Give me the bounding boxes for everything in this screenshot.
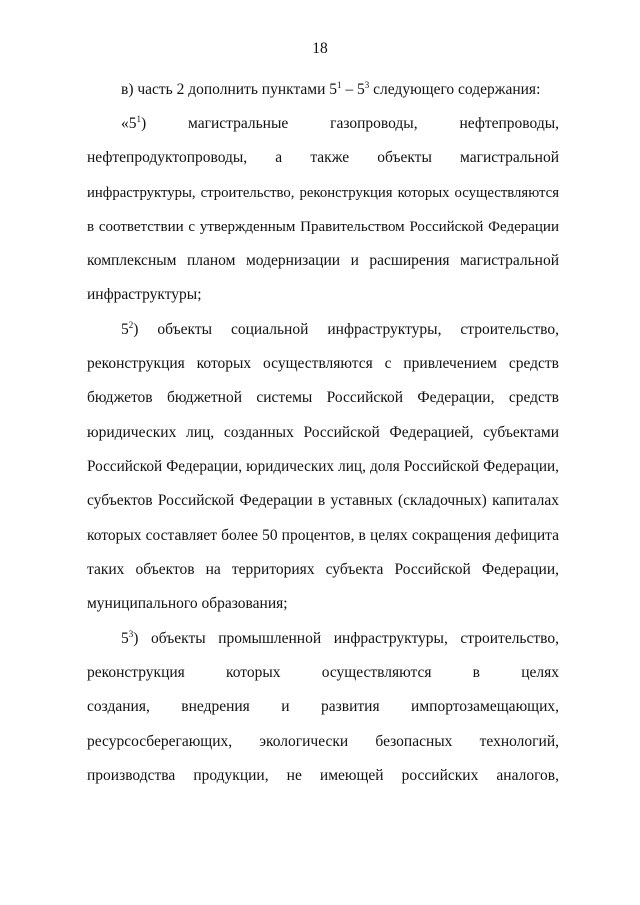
item3-line: производства продукции, не имеющей российских аналогов, (87, 767, 559, 784)
item3-first-line-rest: ) объекты промышленной инфраструктуры, строительство, (133, 630, 559, 647)
item2-line: юридических лиц, созданных Российской Федерацией, субъектами (87, 424, 559, 441)
item3-sup: 3 (128, 629, 134, 639)
item1-line: инфраструктуры, строительство, реконструкция которых осуществляются (87, 185, 559, 201)
intro-sup-a: 1 (337, 80, 342, 90)
item1-first-line-rest: ) магистральные газопроводы, нефтепроводы, (141, 115, 559, 132)
item2-line: таких объектов на территориях субъекта Российской Федерации, (87, 561, 559, 578)
intro-line (121, 80, 559, 100)
item2-line: муниципального образования; (87, 595, 288, 612)
item1-line: нефтепродуктопроводы, а также объекты магистральной (87, 149, 559, 166)
item3-first-line (121, 629, 559, 649)
item1-sup: 1 (136, 114, 141, 124)
item2-line: реконструкция которых осуществляются с привлечением средств (87, 355, 559, 372)
intro-dash: – 5 (341, 81, 365, 98)
item2-first-line-rest: ) объекты социальной инфраструктуры, строительство, (133, 321, 559, 338)
item2-prefix: 5 (121, 321, 129, 338)
intro-sup-b: 3 (364, 80, 370, 90)
intro-text: в) часть 2 дополнить пунктами 5 (121, 81, 338, 98)
item2-line: субъектов Российской Федерации в уставных (складочных) капиталах (87, 492, 559, 509)
item1-line: в соответствии с утвержденным Правительством Российской Федерации (87, 219, 559, 235)
item2-line: Российской Федерации, юридических лиц, доля Российской Федерации, (87, 458, 559, 475)
item1-prefix: «5 (121, 115, 137, 132)
item2-line: бюджетов бюджетной системы Российской Федерации, средств (87, 389, 559, 406)
item3-prefix: 5 (121, 630, 129, 647)
item3-line: ресурсосберегающих, экологически безопасных технологий, (87, 733, 559, 750)
item3-line: реконструкция которых осуществляются в целях (87, 664, 559, 681)
item1-line: инфраструктуры; (87, 286, 202, 303)
item1-first-line (121, 114, 559, 134)
item3-line: создания, внедрения и развития импортозамещающих, (87, 698, 559, 715)
item1-line: комплексным планом модернизации и расширения магистральной (87, 252, 559, 269)
item2-line: которых составляет более 50 процентов, в целях сокращения дефицита (87, 527, 559, 544)
page-number: 18 (312, 40, 328, 57)
item2-first-line (121, 320, 559, 340)
intro-tail: следующего содержания: (369, 81, 541, 98)
item2-sup: 2 (128, 320, 134, 330)
